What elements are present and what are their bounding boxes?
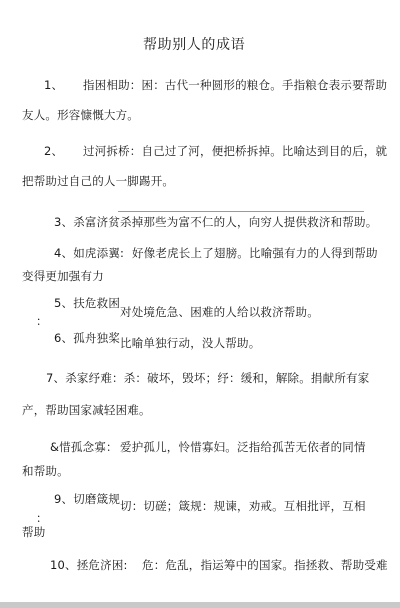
item-6-term: 6、孤舟独桨 xyxy=(54,331,121,345)
item-4-definition: 好像老虎长上了翅膀。比喻强有力的人得到帮助 xyxy=(132,246,378,260)
item-4-continuation: 变得更加强有力 xyxy=(22,269,104,283)
item-3-term: 3、杀富济贫 xyxy=(54,215,121,229)
item-7-continuation: 产，帮助国家减轻困难。 xyxy=(22,403,151,417)
item-8-term: &惜孤念寡： xyxy=(50,440,118,454)
item-2-number: 2、 xyxy=(44,144,64,158)
bottom-edge xyxy=(0,602,400,608)
item-10-term: 10、拯危济困: xyxy=(50,558,128,572)
table-rule xyxy=(118,211,364,212)
item-5-definition: 对处境危急、困难的人给以救济帮助。 xyxy=(120,305,319,319)
item-8-continuation: 和帮助。 xyxy=(22,464,69,478)
item-5-term: 5、扶危救困 xyxy=(54,296,121,310)
item-9-colon: ： xyxy=(36,511,48,525)
item-3-definition: 杀掉那些为富不仁的人，向穷人提供救济和帮助。 xyxy=(120,215,378,229)
item-9-continuation: 帮助 xyxy=(22,525,46,539)
item-10-definition: 危：危乱，指运筹中的国家。指拯救、帮助受难 xyxy=(142,558,388,572)
item-7-text: 7、杀家纾难：杀：破坏，毁坏；纾：缓和，解除。捐献所有家 xyxy=(46,371,370,385)
page-title: 帮助别人的成语 xyxy=(143,37,246,53)
item-1-text: 指困相助：困：古代一种圆形的粮仓。手指粮仓表示要帮助 xyxy=(83,78,388,92)
item-1-continuation: 友人。形容慷慨大方。 xyxy=(22,108,139,122)
item-2-continuation: 把帮助过自己的人一脚踢开。 xyxy=(22,174,175,188)
item-1-number: 1、 xyxy=(44,78,64,92)
item-9-definition: 切：切磋；箴规：规谏，劝戒。互相批评，互相 xyxy=(120,499,366,513)
item-5-colon: ： xyxy=(36,314,48,328)
item-9-term: 9、切磨箴规 xyxy=(54,492,121,506)
item-6-definition: 比喻单独行动，没人帮助。 xyxy=(120,336,261,350)
item-8-definition: 爱护孤儿，怜惜寡妇。泛指给孤苦无依者的同情 xyxy=(120,440,366,454)
item-4-term: 4、如虎添翼: xyxy=(54,246,125,260)
item-2-text: 过河拆桥：自己过了河，便把桥拆掉。比喻达到目的后，就 xyxy=(83,144,388,158)
